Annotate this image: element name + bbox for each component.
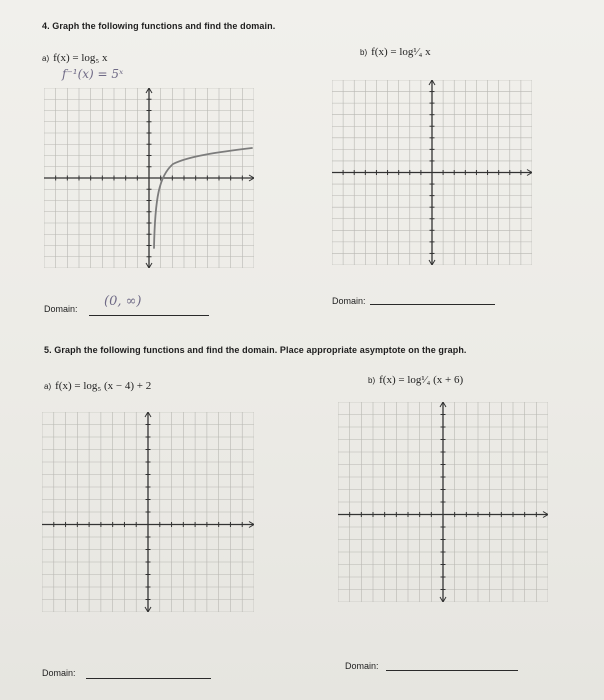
q5b-label: b): [368, 376, 376, 385]
q5a-graph[interactable]: [42, 412, 254, 612]
q5b-graph[interactable]: [338, 402, 548, 602]
q5a-domain-line[interactable]: [86, 678, 211, 679]
question-4-title: 4. Graph the following functions and find the domain.: [42, 21, 276, 31]
q4b-function-text: f(x) = log¹⁄₄ x: [371, 46, 431, 58]
q5b-function: [368, 374, 463, 386]
q4b-label: b): [360, 48, 368, 57]
q4a-function: [42, 52, 107, 64]
q5b-domain-line[interactable]: [386, 670, 518, 671]
question-5-title: 5. Graph the following functions and find the domain. Place appropriate asymptote on the graph.: [44, 345, 467, 355]
q4b-domain-line[interactable]: [370, 304, 495, 305]
q4a-domain-answer: (0, ∞): [104, 294, 142, 309]
q4a-domain-label: Domain:: [44, 304, 78, 314]
q4b-function: [360, 46, 431, 58]
q5a-function: [44, 380, 151, 392]
q5a-function-text: f(x) = log₅ (x − 4) + 2: [55, 380, 152, 392]
q4a-label: a): [42, 54, 50, 63]
q5a-label: a): [44, 382, 52, 391]
q5b-domain-label: Domain:: [345, 661, 379, 671]
q4b-graph[interactable]: [332, 80, 532, 265]
q4b-domain-label: Domain:: [332, 296, 366, 306]
q4a-domain-line[interactable]: [89, 315, 209, 316]
q4a-graph[interactable]: [44, 88, 254, 268]
q4a-handwritten-inverse: f⁻¹(x) = 5ˣ: [62, 67, 124, 81]
q4a-function-text: f(x) = log₅ x: [53, 52, 108, 64]
q5b-function-text: f(x) = log¹⁄₄ (x + 6): [379, 374, 464, 386]
q4a-log-curve: [154, 148, 252, 248]
q5a-domain-label: Domain:: [42, 668, 76, 678]
